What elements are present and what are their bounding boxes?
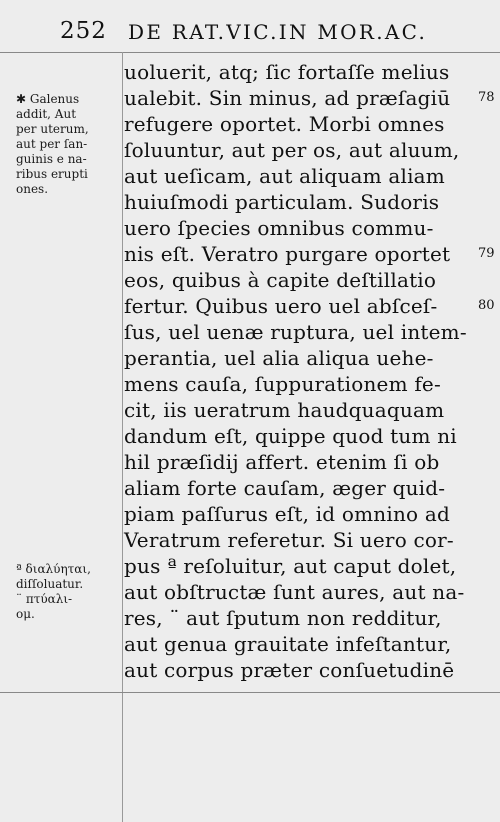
text-line: aut obſtructæ ſunt aures, aut na- [124, 580, 465, 604]
margin-note-line: guinis e na- [16, 152, 87, 166]
text-line: mens cauſa, ſuppurationem fe- [124, 372, 441, 396]
text-line: huiuſmodi particulam. Sudoris [124, 190, 440, 214]
margin-number: 80 [478, 298, 495, 313]
text-line: uoluerit, atq; ſic fortaſſe melius [124, 60, 450, 84]
text-line: aliam forte cauſam, æger quid- [124, 476, 446, 500]
page-number: 252 [60, 18, 107, 44]
margin-note-galenus [16, 92, 120, 197]
margin-note-line: per uterum, [16, 122, 89, 136]
text-line: uero ſpecies omnibus commu- [124, 216, 434, 240]
text-line: hil præſidij affert. etenim ſi ob [124, 450, 440, 474]
text-line: aut ueſicam, aut aliquam aliam [124, 164, 445, 188]
running-head: DE RAT.VIC.IN MOR.AC. [128, 20, 428, 44]
text-line: ualebit. Sin minus, ad præſagiū [124, 86, 451, 110]
margin-note-line: ¨ πτύαλι- [16, 592, 73, 606]
text-line: cit, iis ueratrum haudquaquam [124, 398, 445, 422]
margin-note-line: ones. [16, 182, 49, 196]
text-line: fertur. Quibus uero uel abſceſ- [124, 294, 438, 318]
header-rule [0, 52, 500, 53]
margin-note-line: ª διαλύηται, [16, 562, 91, 576]
text-line: perantia, uel alia aliqua uehe- [124, 346, 434, 370]
margin-note-line: aut per ſan- [16, 137, 88, 151]
margin-note-line: ribus erupti [16, 167, 88, 181]
margin-note-line: ✱ Galenus [16, 92, 80, 106]
text-line: refugere oportet. Morbi omnes [124, 112, 445, 136]
margin-note-line: diſſoluatur. [16, 577, 84, 591]
text-line: pus ª reſoluitur, aut caput dolet, [124, 554, 457, 578]
margin-number: 79 [478, 246, 495, 261]
text-line: nis eſt. Veratro purgare oportet [124, 242, 451, 266]
text-line: ſoluuntur, aut per os, aut aluum, [124, 138, 460, 162]
text-line: dandum eſt, quippe quod tum ni [124, 424, 457, 448]
text-line: Veratrum referetur. Si uero cor- [124, 528, 454, 552]
margin-note-line: addit, Aut [16, 107, 77, 121]
margin-column-rule [122, 52, 123, 822]
text-line: res, ¨ aut ſputum non redditur, [124, 606, 442, 630]
text-line: aut corpus præter conſuetudinē [124, 658, 455, 682]
margin-number: 78 [478, 90, 495, 105]
margin-note-greek [16, 562, 120, 622]
text-line: ſus, uel uenæ ruptura, uel intem- [124, 320, 467, 344]
text-line: piam paſſurus eſt, id omnino ad [124, 502, 450, 526]
margin-note-line: ομ. [16, 607, 35, 621]
text-line: eos, quibus à capite deſtillatio [124, 268, 437, 292]
text-line: aut genua grauitate infeſtantur, [124, 632, 452, 656]
footer-rule [0, 692, 500, 693]
